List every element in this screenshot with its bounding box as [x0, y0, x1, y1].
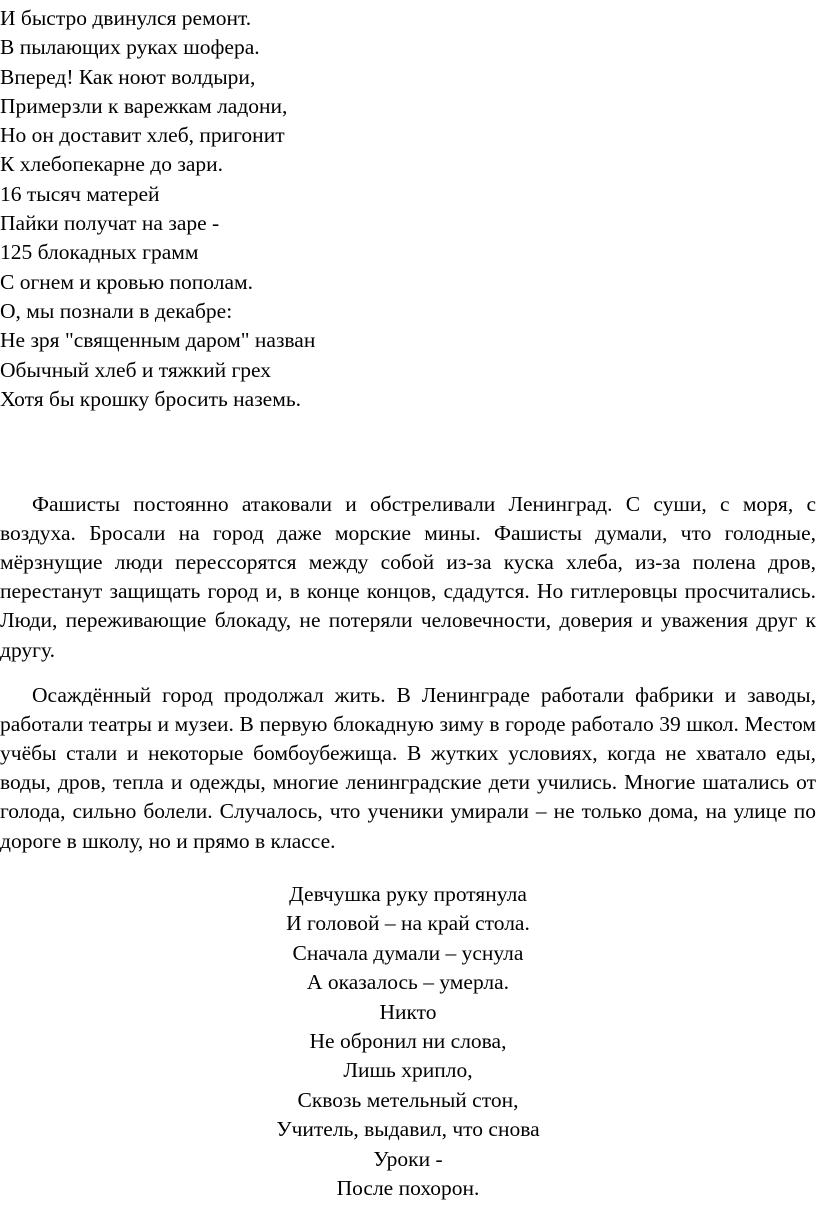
poem-line: И быстро двинулся ремонт. [0, 6, 252, 30]
poem-line: 16 тысяч матерей [0, 181, 160, 206]
poem-line: Но он доставит хлеб, пригонит [0, 123, 285, 148]
poem-line: Не обронил ни слова, [309, 1028, 507, 1053]
poem-line: Вперед! Как ноют волдыри, [0, 64, 256, 89]
poem-line: О, мы познали в декабре: [0, 298, 233, 323]
poem-line: Пайки получат на заре - [0, 211, 220, 236]
paragraph-besieged-city: Осаждённый город продолжал жить. В Ленинграде работали фабрики и заводы, работали театры и музеи. В первую блокадную зиму в городе работало 39 школ. Местом учёбы стали и некоторые бомбоубежища. В жутких условиях, когда не хватало еды, воды, дров, тепла и одежды, многие ленинградские дети учились. Многие шатались от голода, сильно болели. Случалось, что ученики умирали – не только дома, на улице по дороге в школу, но и прямо в классе. [0, 682, 816, 853]
poem-line: Лишь хрипло, [343, 1058, 473, 1083]
poem-line: А оказалось – умерла. [306, 970, 510, 995]
paragraph-fascists: Фашисты постоянно атаковали и обстреливали Ленинград. С суши, с моря, с воздуха. Бросали на город даже морские мины. Фашисты думали, что голодные, мёрзнущие люди перессорятся между собой из-за куска хлеба, из-за полена дров, перестанут защищать город и, в конце концов, сдадутся. Но гитлеровцы просчитались. Люди, переживающие блокаду, не потеряли человечности, доверия и уважения друг к другу. [0, 491, 816, 662]
poem-line: Уроки - [373, 1146, 443, 1171]
poem-line: Никто [379, 999, 437, 1024]
poem-stanza-bottom [0, 880, 816, 1203]
poem-line: Примерзли к варежкам ладони, [0, 93, 288, 118]
poem-line: Девчушка руку протянула [289, 882, 527, 906]
poem-line: 125 блокадных грамм [0, 240, 199, 265]
poem-line: Хотя бы крошку бросить наземь. [0, 386, 302, 411]
poem-line: В пылающих руках шофера. [0, 35, 260, 60]
poem-line: Учитель, выдавил, что снова [276, 1117, 540, 1142]
poem-line: Сквозь метельный стон, [297, 1087, 519, 1112]
poem-line: Сначала думали – уснула [292, 940, 524, 965]
poem-line: И головой – на край стола. [286, 911, 530, 936]
poem-line: Обычный хлеб и тяжкий грех [0, 357, 272, 382]
poem-line: После похорон. [336, 1175, 480, 1200]
poem-line: Не зря "священным даром" назван [0, 328, 316, 353]
poem-stanza-top [0, 4, 600, 414]
poem-line: К хлебопекарне до зари. [0, 152, 224, 177]
poem-line: С огнем и кровью пополам. [0, 269, 254, 294]
